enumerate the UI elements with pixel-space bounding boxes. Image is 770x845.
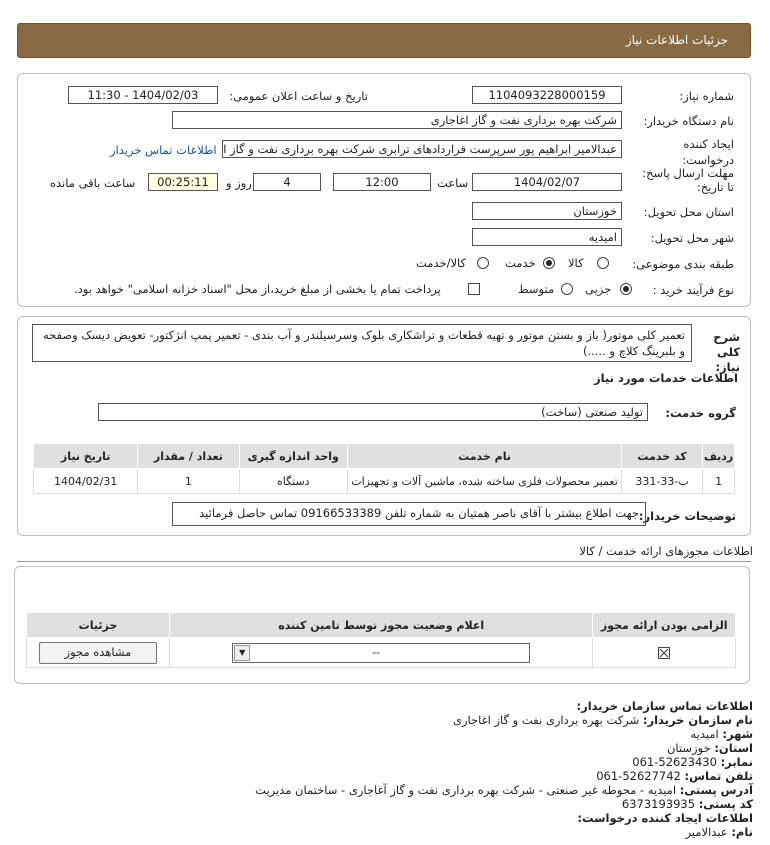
city-field[interactable]: امیدیه — [472, 228, 622, 246]
dropdown-arrow-icon[interactable]: ▼ — [234, 645, 250, 661]
service-group-label: گروه خدمت: — [665, 406, 736, 420]
deadline-time-field[interactable]: 12:00 — [333, 173, 431, 191]
time-label: ساعت — [437, 176, 469, 190]
process-minor-label: جزیی — [585, 282, 612, 296]
contact-province-row — [667, 741, 753, 755]
contact-phone-value: 061-52627742 — [596, 769, 681, 783]
need-number-field[interactable]: 1104093228000159 — [472, 86, 622, 104]
col-row-number: ردیف — [703, 444, 735, 469]
treasury-payment-checkbox[interactable] — [468, 283, 480, 295]
creator-info-heading: اطلاعات ایجاد کننده درخواست: — [577, 811, 753, 825]
creator-name-value: عبدالامیر — [685, 825, 728, 839]
buyer-notes-field: جهت اطلاع بیشتر با آقای ناصر همتیان به شماره تلفن 09166533389 تماس حاصل فرمائید — [172, 502, 646, 526]
announce-field[interactable]: 1404/02/03 - 11:30 — [68, 86, 218, 104]
process-radio-medium[interactable] — [561, 283, 573, 295]
contact-city-value: امیدیه — [690, 727, 719, 741]
cell-service-name: تعمیر محصولات فلزی ساخته شده، ماشین آلات و تجهیزات — [348, 469, 622, 494]
contact-city-label: شهر: — [722, 727, 753, 741]
cell-service-code: ب-33-331 — [622, 469, 703, 494]
category-radio-goods[interactable] — [597, 257, 609, 269]
contact-phone-label: تلفن تماس: — [684, 769, 753, 783]
buyer-contact-link[interactable]: اطلاعات تماس خریدار — [110, 143, 217, 157]
category-service-label: خدمت — [505, 256, 536, 270]
buyer-name-field[interactable]: شرکت بهره برداری نفت و گاز اغاجاری — [172, 111, 622, 129]
need-number-label: شماره نیاز: — [679, 89, 734, 103]
buyer-name-label: نام دستگاه خریدار: — [643, 114, 734, 128]
cell-quantity: 1 — [138, 469, 239, 494]
creator-name-row — [686, 825, 753, 839]
services-heading: اطلاعات خدمات مورد نیاز — [594, 371, 738, 385]
contact-city-row — [690, 727, 753, 741]
city-label: شهر محل تحویل: — [650, 231, 734, 245]
col-permit-required: الزامی بودن ارائه مجوز — [593, 613, 736, 638]
summary-label: شرح کلی نیاز: — [713, 330, 740, 374]
remaining-time-field: 00:25:11 — [148, 173, 218, 191]
treasury-payment-note: پرداخت تمام یا بخشی از مبلغ خرید،از محل "اسناد خزانه اسلامی" خواهد بود. — [74, 282, 441, 296]
deadline-label: مهلت ارسال پاسخ: — [642, 166, 734, 180]
contact-address-label: آدرس پستی: — [679, 783, 753, 797]
col-permit-details: جزئیات — [27, 613, 170, 638]
category-goods-label: کالا — [568, 256, 584, 270]
contact-postal-label: کد پستی: — [698, 797, 753, 811]
category-radio-goods-service[interactable] — [477, 257, 489, 269]
remaining-label: ساعت باقی مانده — [50, 176, 136, 190]
cell-permit-status — [169, 638, 593, 668]
contact-address-value: امیدیه - محوطه غیر صنعتی - شرکت بهره برداری نفت و گاز آغاجاری - ساختمان مدیریت — [255, 783, 677, 797]
contact-fax-row — [632, 755, 753, 769]
cell-need-date: 1404/02/31 — [34, 469, 138, 494]
permits-divider — [17, 561, 751, 562]
contact-postal-row — [622, 797, 753, 811]
col-service-name: نام خدمت — [348, 444, 622, 469]
page-header — [17, 23, 751, 58]
permits-table-header — [27, 613, 736, 638]
buyer-notes-label: توضیحات خریدار: — [638, 509, 736, 523]
permits-table — [26, 612, 736, 668]
province-field[interactable]: خوزستان — [472, 202, 622, 220]
cell-permit-required — [593, 638, 736, 668]
days-label: روز و — [226, 176, 252, 190]
contact-province-label: استان: — [714, 741, 753, 755]
col-quantity: تعداد / مقدار — [138, 444, 239, 469]
service-group-field[interactable]: تولید صنعتی (ساخت) — [98, 403, 648, 421]
contact-fax-value: 061-52623430 — [632, 755, 717, 769]
process-medium-label: متوسط — [518, 282, 555, 296]
table-row — [27, 638, 736, 668]
col-permit-status: اعلام وضعیت مجوز توسط تامین کننده — [169, 613, 593, 638]
deadline-label-2: تا تاریخ: — [696, 180, 734, 194]
creator-field[interactable]: عبدالامیر ابراهیم پور سرپرست قراردادهای ترابری شرکت بهره برداری نفت و گاز ا — [222, 140, 622, 158]
process-label: نوع فرآیند خرید : — [652, 283, 734, 297]
cell-permit-details — [27, 638, 170, 668]
category-radio-service[interactable] — [543, 257, 555, 269]
col-service-code: کد خدمت — [622, 444, 703, 469]
col-unit: واحد اندازه گیری — [239, 444, 348, 469]
permit-required-checkbox[interactable] — [658, 647, 670, 659]
services-table — [33, 443, 735, 494]
contact-org-label: نام سازمان خریدار: — [642, 713, 753, 727]
contact-province-value: خوزستان — [666, 741, 711, 755]
summary-text: تعمیر کلی موتور( باز و بستن موتور و تهیه قطعات و تراشکاری بلوک وسرسیلندر و آب بندی - تعمیر پمپ انژکتور- تعویض دیسک وصفحه و بلبرینگ کلاچ و .....) — [32, 324, 692, 362]
contact-heading: اطلاعات تماس سازمان خریدار: — [576, 699, 753, 713]
cell-row-number: 1 — [703, 469, 735, 494]
days-field[interactable]: 4 — [253, 173, 321, 191]
services-table-header — [34, 444, 735, 469]
contact-org-value: شرکت بهره برداری نفت و گاز اغاجاری — [452, 713, 640, 727]
permits-heading: اطلاعات مجوزهای ارائه خدمت / کالا — [579, 544, 753, 558]
table-row — [34, 469, 735, 494]
page-title: جزئیات اطلاعات نیاز — [625, 33, 728, 47]
deadline-date-field[interactable]: 1404/02/07 — [472, 173, 622, 191]
creator-label: ایجاد کننده درخواست: — [682, 137, 734, 167]
view-permit-button[interactable]: مشاهده مجوز — [39, 642, 157, 664]
creator-name-label: نام: — [731, 825, 753, 839]
permit-status-select[interactable] — [232, 643, 530, 663]
announce-label: تاریخ و ساعت اعلان عمومی: — [229, 89, 368, 103]
contact-org-row — [453, 713, 753, 727]
category-goods-service-label: کالا/خدمت — [416, 256, 467, 270]
permit-status-value: -- — [372, 645, 381, 659]
cell-unit: دستگاه — [239, 469, 348, 494]
province-label: استان محل تحویل: — [643, 205, 734, 219]
contact-fax-label: نمابر: — [720, 755, 753, 769]
category-label: طبقه بندی موضوعی: — [632, 257, 734, 271]
contact-address-row — [255, 783, 753, 797]
contact-postal-value: 6373193935 — [621, 797, 696, 811]
col-need-date: تاریخ نیاز — [34, 444, 138, 469]
process-radio-minor[interactable] — [620, 283, 632, 295]
contact-phone-row — [596, 769, 753, 783]
